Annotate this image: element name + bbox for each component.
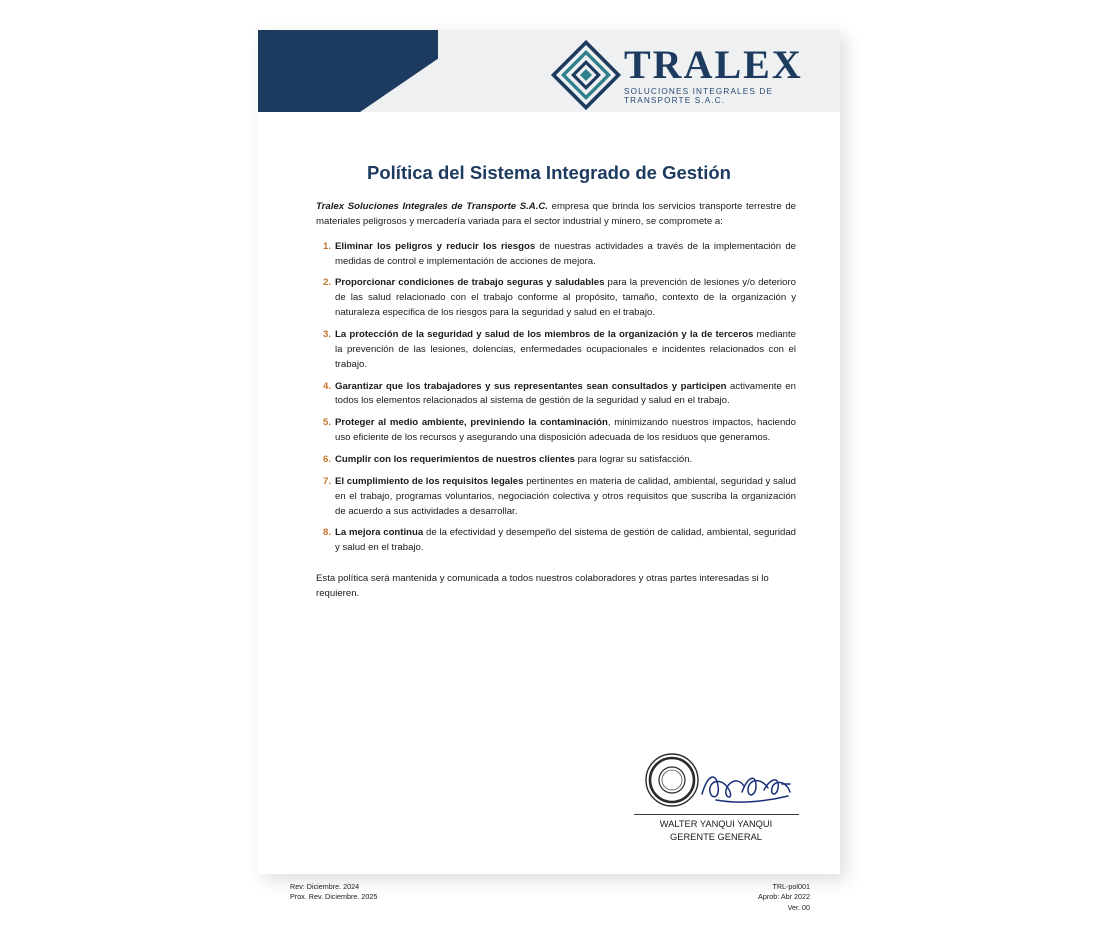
list-item — [316, 416, 796, 446]
tralex-diamond-logo-icon — [558, 47, 614, 103]
intro-paragraph — [316, 200, 796, 230]
commitment-lead: La protección de la seguridad y salud de los miembros de la organización y la de terceros — [335, 329, 754, 341]
commitment-rest: pertinentes en materia de calidad, ambiental, seguridad y salud en el trabajo, programas voluntarios, negociación colectiva y otros requisitos que suscriba la organización de acuerdo a sus actividades a desarrollar. — [335, 475, 796, 517]
commitments-list — [316, 240, 796, 556]
footer-code: TRL-pol001 — [772, 882, 810, 891]
commitment-rest: para lograr su satisfacción. — [574, 454, 693, 466]
commitment-rest: de nuestras actividades a través de la implementación de medidas de control e implementación de acciones de mejora. — [335, 240, 796, 267]
brand-name: TRALEX — [624, 42, 803, 88]
signature-block — [316, 752, 796, 852]
commitment-lead: Eliminar los peligros y reducir los riesgos — [335, 240, 536, 252]
list-item — [316, 240, 796, 270]
list-item — [316, 380, 796, 410]
list-item — [316, 453, 796, 468]
signature-name-block — [616, 818, 816, 843]
intro-text: empresa que brinda los servicios transporte terrestre de materiales peligrosos y mercadería variada para el sector industrial y minero, se compromete a: — [316, 201, 796, 227]
commitment-rest: activamente en todos los elementos relacionados al sistema de gestión de la seguridad y salud en el trabajo. — [335, 380, 796, 407]
document-header — [258, 30, 840, 112]
policy-content — [316, 200, 796, 612]
footer-next-rev: Prox. Rev. Diciembre. 2025 — [290, 892, 378, 902]
commitment-lead: Cumplir con los requerimientos de nuestros clientes — [335, 454, 575, 466]
commitment-lead: Proporcionar condiciones de trabajo seguras y saludables — [335, 277, 605, 289]
footer-approved: Aprob: Abr 2022 — [758, 892, 810, 902]
commitment-lead: El cumplimiento de los requisitos legales — [335, 475, 524, 487]
commitment-lead: La mejora continua — [335, 527, 424, 539]
company-seal-stamp-icon — [644, 752, 700, 808]
brand-tagline: SOLUCIONES INTEGRALES DE TRANSPORTE S.A.C. — [624, 87, 774, 105]
commitment-lead: Garantizar que los trabajadores y sus representantes sean consultados y participen — [335, 380, 727, 392]
signatory-name: WALTER YANQUI YANQUI — [659, 819, 773, 829]
footer-document-meta — [758, 882, 810, 913]
footer-revision-info — [290, 882, 377, 903]
commitment-lead: Proteger al medio ambiente, previniendo la contaminación — [335, 417, 608, 429]
footer-rev: Rev: Diciembre. 2024 — [290, 882, 360, 891]
list-item — [316, 328, 796, 373]
signatory-position: GERENTE GENERAL — [670, 831, 762, 842]
commitment-rest: mediante la prevención de las lesiones, dolencias, enfermedades ocupacionales e incidentes relacionados con el trabajo. — [335, 329, 796, 370]
document-body — [258, 112, 840, 912]
page-title: Política del Sistema Integrado de Gestión — [367, 162, 731, 183]
list-item — [316, 276, 796, 321]
footer-version: Ver. 00 — [787, 902, 810, 912]
document-footer — [258, 882, 840, 942]
document-page — [258, 30, 840, 912]
commitment-rest: , minimizando nuestros impactos, haciendo uso eficiente de los recursos y asegurando una disposición adecuada de los residuos que generamos. — [335, 417, 796, 444]
closing-paragraph: Esta política será mantenida y comunicada a todos nuestros colaboradores y otras partes interesadas si lo requieren. — [316, 573, 769, 600]
list-item — [316, 526, 796, 556]
brand-logo — [558, 44, 828, 106]
list-item — [316, 475, 796, 520]
commitment-rest: para la prevención de lesiones y/o deterioro de las salud relacionado con el trabajo conforme al propósito, tamaño, contexto de la organización y naturaleza especifica de los riesgos para la seguridad y salud en el trabajo. — [335, 277, 797, 319]
handwritten-signature-icon — [698, 766, 794, 806]
commitment-rest: de la efectividad y desempeño del sistema de gestión de calidad, ambiental, seguridad y salud en el trabajo. — [335, 527, 796, 554]
intro-company-name: Tralex Soluciones Integrales de Transporte S.A.C. — [316, 201, 548, 212]
signature-line — [634, 814, 799, 815]
